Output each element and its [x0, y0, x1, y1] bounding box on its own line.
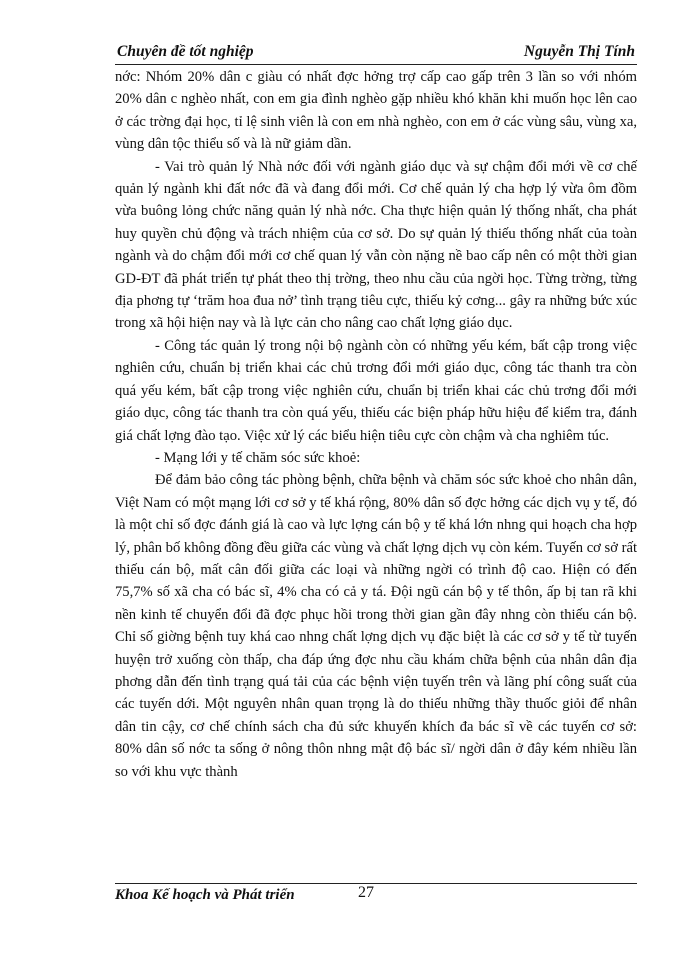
- page-header: [115, 43, 635, 65]
- paragraph-continuation: nớc: Nhóm 20% dân c giàu có nhất đợc hởng trợ cấp cao gấp trên 3 lần so với nhóm 20% dân c nghèo nhất, con em gia đình nghèo gặp nhiều khó khăn khi muốn học lên cao ở các trờng đại học, tỉ lệ sinh viên là con em nhà nghèo, con em ở các vùng sâu, vùng xa, vùng dân tộc thiểu số và là nữ giảm dần.: [115, 69, 637, 153]
- paragraph-internal-management: - Công tác quản lý trong nội bộ ngành còn có những yếu kém, bất cập trong việc nghiên cứu, chuẩn bị triển khai các chủ trơng đổi mới giáo dục, công tác thanh tra còn quá yếu kém, bất cập trong việc nghiên cứu, chuẩn bị triển khai các chủ trơng đổi mới giáo dục, công tác thanh tra còn quá yếu, thiếu các biện pháp hữu hiệu để kiểm tra, đánh giá chất lợng đào tạo. Việc xử lý các biểu hiện tiêu cực còn chậm và cha nghiêm túc.: [115, 337, 637, 444]
- document-body: [115, 66, 637, 874]
- header-author-name: Nguyễn Thị Tính: [523, 43, 635, 60]
- footer-department: Khoa Kế hoạch và Phát triển: [115, 887, 295, 903]
- paragraph-health-network-heading: - Mạng lới y tế chăm sóc sức khoẻ:: [155, 449, 361, 466]
- paragraph-health-network: Để đảm bảo công tác phòng bệnh, chữa bệnh và chăm sóc sức khoẻ cho nhân dân, Việt Nam có một mạng lới cơ sở y tế khá rộng, 80% dân số đợc hởng các dịch vụ y tế, đó là một chỉ số đợc đánh giá là cao và lực lợng cán bộ y tế khá lớn nhng qui hoạch cha hợp lý, phân bố không đồng đều giữa các vùng và chất lợng dịch vụ còn kém. Tuyến cơ sở rất thiếu cán bộ, mất cân đối giữa các loại và những ngời có trình độ cao. Hiện có đến 75,7% số xã cha có bác sĩ, 4% cha có cả y tá. Đội ngũ cán bộ y tế thôn, ấp bị tan rã khi nền kinh tế chuyển đổi đã đợc phục hồi trong thời gian gần đây nhng còn thiếu cán bộ. Chỉ số giờng bệnh tuy khá cao nhng chất lợng dịch vụ đặc biệt là các cơ sở y tế từ tuyến huyện trở xuống còn thấp, cha đáp ứng đợc nhu cầu khám chữa bệnh của nhân dân địa phơng dẫn đến tình trạng quá tải của các bệnh viện tuyến trên và lãng phí công suất của các tuyến dới. Một nguyên nhân quan trọng là do thiếu những thầy thuốc giỏi để nhân dân tin cậy, cơ chế chính sách cha đủ sức khuyến khích đa bác sĩ về các tuyến cơ sở: 80% dân số nớc ta sống ở nông thôn nhng mật độ bác sĩ/ ngời dân ở đây kém nhiều lần so với khu vực thành: [115, 472, 637, 780]
- header-document-title: Chuyên đề tốt nghiệp: [117, 43, 254, 60]
- header-divider: [115, 64, 637, 65]
- footer-divider: [115, 883, 637, 884]
- paragraph-state-management: - Vai trò quản lý Nhà nớc đối với ngành giáo dục và sự chậm đổi mới về cơ chế quản lý ngành khi đất nớc đã và đang đổi mới. Cơ chế quản lý cha hợp lý vừa ôm đồm vừa buông lỏng chức năng quản lý nhà nớc. Cha thực hiện quản lý thống nhất, cha phát huy quyền chủ động và trách nhiệm của cơ sở. Do sự quản lý thiếu thống nhất của toàn ngành và do chậm đổi mới cơ chế quan lý vẫn còn nặng nề bao cấp nên có một thời gian GD-ĐT đã phát triển tự phát theo thị trờng, theo nhu cầu của ngời học. Từng trờng, từng địa phơng tự ‘trăm hoa đua nở’ tình trạng tiêu cực, thiếu kỷ cơng... gây ra những bức xúc trong xã hội hiện nay và là lực cản cho nâng cao chất lợng giáo dục.: [115, 158, 637, 332]
- page-number: 27: [358, 884, 374, 901]
